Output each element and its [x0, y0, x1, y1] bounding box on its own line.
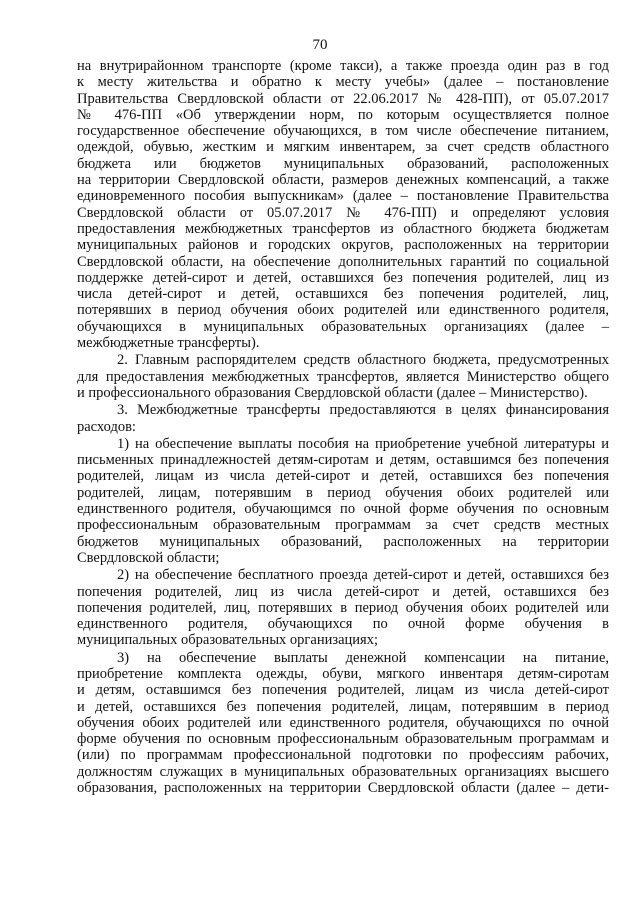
text-line: государственное обеспечение обучающихся, в том числе обеспечение питанием, — [77, 123, 609, 140]
text-line: 2. Главным распорядителем средств областного бюджета, предусмотренных — [117, 352, 609, 369]
text-line: должностям служащих в муниципальных образовательных организациях высшего — [77, 763, 609, 780]
text-line: 1) на обеспечение выплаты пособия на приобретение учебной литературы и — [117, 435, 609, 452]
text-line: и детей, оставшихся без попечения родителей, лицам, потерявшим в период — [77, 698, 609, 715]
text-line: родителей, лицам из числа детей-сирот и детей, оставшихся без попечения — [77, 468, 609, 485]
text-line: поддержке детей-сирот и детей, оставшихся без попечения родителей, лиц из — [77, 269, 609, 286]
text-line: 3. Межбюджетные трансферты предоставляются в целях финансирования — [117, 402, 609, 419]
paragraph-p6 — [77, 650, 609, 797]
text-line: расходов: — [77, 418, 136, 435]
text-line: образования, расположенных на территории Свердловской области (далее – дети- — [77, 780, 609, 797]
page-number: 70 — [312, 37, 328, 53]
text-line: бюджетов муниципальных образований, расположенных на территории — [77, 533, 609, 550]
text-line: Свердловской области, на обеспечение дополнительных гарантий по социальной — [77, 253, 609, 270]
text-line: для предоставления межбюджетных трансфертов, является Министерство общего — [77, 368, 609, 385]
paragraph-p3 — [77, 402, 609, 435]
text-line: числа детей-сирот и детей, оставшихся без попечения родителей, лиц, — [77, 286, 609, 303]
text-line: попечения родителей, лиц из числа детей-сирот и детей, оставшихся без — [77, 583, 609, 600]
paragraph-p2 — [77, 352, 609, 401]
text-line: 3) на обеспечение выплаты денежной компенсации на питание, — [117, 649, 609, 666]
text-line: единственного родителя, обучающимся по очной форме обучения по основным — [77, 501, 609, 518]
text-line: на территории Свердловской области, размеров денежных компенсаций, а также — [77, 172, 609, 189]
text-line: межбюджетные трансферты). — [77, 335, 260, 352]
text-line: форме обучения по основным профессиональным образовательным программам и — [77, 731, 609, 748]
text-line: предоставления межбюджетных трансфертов из областного бюджета бюджетам — [77, 220, 609, 237]
text-line: родителей, лицам, потерявшим в период обучения обоих родителей или — [77, 484, 609, 501]
document-body — [77, 58, 609, 797]
text-line: профессиональным образовательным программам за счет средств местных — [77, 517, 609, 534]
text-line: единовременного пособия выпускникам» (далее – постановление Правительства — [77, 188, 609, 205]
text-line: одеждой, обувью, жестким и мягким инвентарем, за счет средств областного — [77, 139, 609, 156]
text-line: Свердловской области; — [77, 549, 220, 566]
text-line: обучения обоих родителей или единственного родителя, обучающихся по очной — [77, 714, 609, 731]
paragraph-p1 — [77, 58, 609, 351]
text-line: бюджета или бюджетов муниципальных образований, расположенных — [77, 155, 609, 172]
text-line: муниципальных районов и городских округов, расположенных на территории — [77, 237, 609, 254]
text-line: и профессионального образования Свердловской области (далее – Министерство). — [77, 384, 588, 401]
text-line: письменных принадлежностей детям-сиротам и детям, оставшимся без попечения — [77, 452, 609, 469]
paragraph-p4 — [77, 436, 609, 566]
text-line: на внутрирайонном транспорте (кроме такси), а также проезда один раз в год — [77, 58, 609, 74]
text-line: попечения родителей, лиц, потерявших в период обучения обоих родителей или — [77, 599, 609, 616]
text-line: потерявших в период обучения обоих родителей или единственного родителя, — [77, 302, 609, 319]
text-line: обучающихся в муниципальных образовательных организациях (далее – — [77, 318, 609, 335]
text-line: и детям, оставшимся без попечения родителей, лицам из числа детей-сирот — [77, 682, 609, 699]
text-line: № 476-ПП «Об утверждении норм, по которым осуществляется полное — [77, 106, 609, 123]
text-line: муниципальных образовательных организациях; — [77, 632, 378, 649]
text-line: к месту жительства и обратно к месту учебы» (далее – постановление — [77, 74, 609, 91]
text-line: 2) на обеспечение бесплатного проезда детей-сирот и детей, оставшихся без — [117, 567, 609, 584]
text-line: Свердловской области от 05.07.2017 № 476-ПП) и определяют условия — [77, 204, 609, 221]
paragraph-p5 — [77, 567, 609, 648]
text-line: единственного родителя, обучающихся по очной форме обучения в — [77, 616, 609, 633]
text-line: приобретение комплекта одежды, обуви, мягкого инвентаря детям-сиротам — [77, 665, 609, 682]
text-line: (или) по программам профессиональной подготовки по профессиям рабочих, — [77, 747, 609, 764]
text-line: Правительства Свердловской области от 22.06.2017 № 428-ПП), от 05.07.2017 — [77, 90, 609, 107]
